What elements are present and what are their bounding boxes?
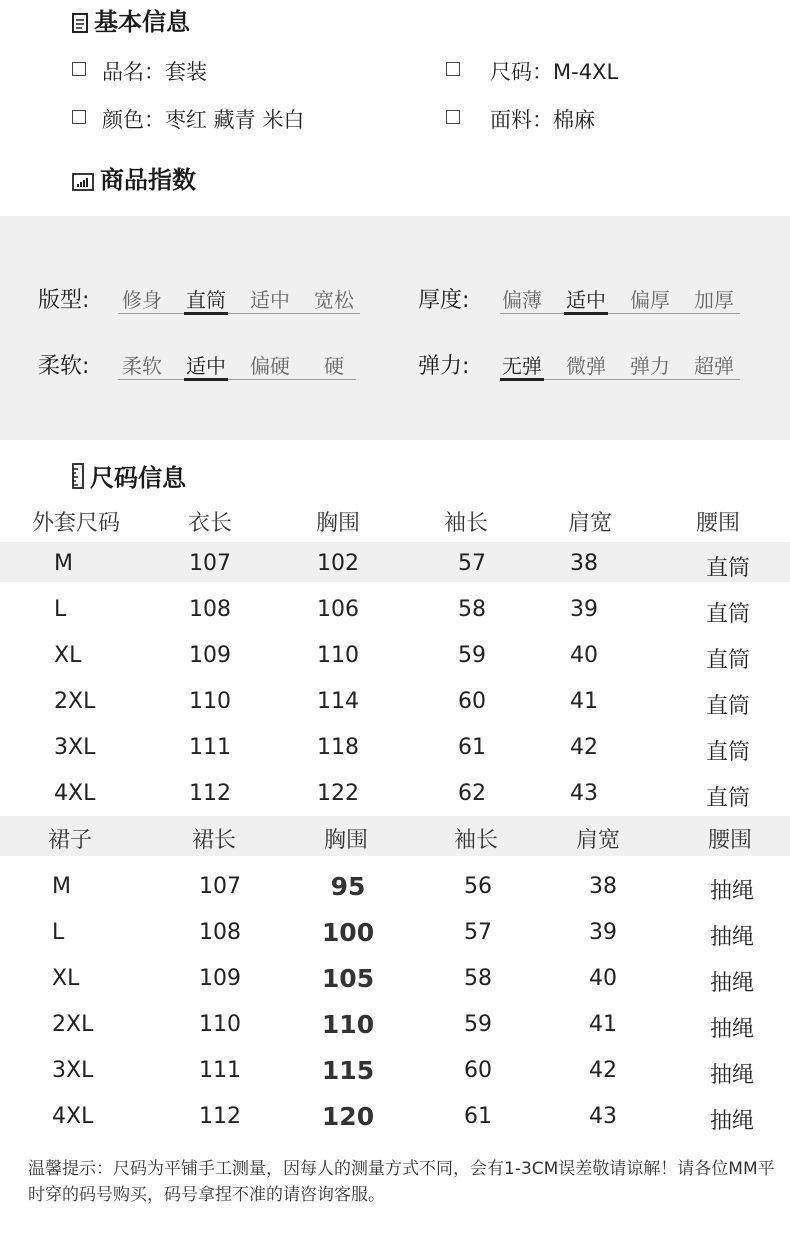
skirt-value-cell: 111	[199, 1058, 241, 1083]
skirt-value-cell: 39	[589, 920, 617, 945]
index-option: 弹力	[630, 354, 670, 378]
index-label-fit: 版型:	[38, 288, 90, 313]
index-option: 偏硬	[250, 354, 290, 378]
size-info-title-text: 尺码信息	[90, 464, 186, 492]
skirt-header-band	[0, 816, 790, 856]
jacket-value-cell: 122	[317, 781, 359, 806]
index-option-selected: 直筒	[186, 288, 226, 312]
skirt-value-cell: 120	[321, 1102, 375, 1131]
jacket-value-cell: 114	[317, 689, 359, 714]
jacket-size-cell: 3XL	[54, 735, 96, 760]
skirt-size-cell: XL	[52, 966, 80, 991]
size-info-title	[72, 458, 186, 493]
document-icon	[72, 13, 88, 33]
jacket-value-cell: 106	[317, 597, 359, 622]
jacket-value-cell: 直筒	[705, 740, 751, 765]
jacket-value-cell: 59	[458, 643, 486, 668]
checkbox-icon	[446, 110, 460, 124]
jacket-header-length: 衣长	[187, 511, 233, 536]
info-item-size: 尺码：M-4XL	[490, 60, 619, 84]
info-item-name: 品名：套装	[102, 60, 207, 84]
index-selected-marker	[184, 312, 228, 315]
info-item-color: 颜色：枣红 藏青 米白	[102, 108, 305, 132]
jacket-header-shoulder: 肩宽	[567, 511, 613, 536]
jacket-value-cell: 直筒	[705, 786, 751, 811]
jacket-value-cell: 40	[570, 643, 598, 668]
basic-info-title	[72, 2, 190, 37]
skirt-value-cell: 抽绳	[709, 1017, 755, 1042]
index-option: 宽松	[314, 288, 354, 312]
jacket-size-cell: 4XL	[54, 781, 96, 806]
jacket-value-cell: 118	[317, 735, 359, 760]
jacket-value-cell: 直筒	[705, 648, 751, 673]
jacket-value-cell: 107	[189, 551, 231, 576]
jacket-value-cell: 61	[458, 735, 486, 760]
skirt-value-cell: 抽绳	[709, 925, 755, 950]
skirt-header-size: 裙子	[47, 828, 93, 853]
jacket-size-cell: XL	[54, 643, 82, 668]
skirt-value-cell: 抽绳	[709, 879, 755, 904]
index-option: 偏厚	[630, 288, 670, 312]
index-selected-marker	[564, 312, 608, 315]
skirt-header-waist: 腰围	[707, 828, 753, 853]
jacket-header-bust: 胸围	[315, 511, 361, 536]
index-option: 微弹	[566, 354, 606, 378]
index-scale-line	[500, 313, 740, 314]
jacket-value-cell: 43	[570, 781, 598, 806]
skirt-size-cell: 3XL	[52, 1058, 94, 1083]
skirt-value-cell: 59	[464, 1012, 492, 1037]
checkbox-icon	[446, 62, 460, 76]
skirt-value-cell: 抽绳	[709, 1109, 755, 1134]
skirt-value-cell: 108	[199, 920, 241, 945]
info-item-fabric: 面料：棉麻	[490, 108, 595, 132]
skirt-header-length: 裙长	[191, 828, 237, 853]
checkbox-icon	[72, 110, 86, 124]
jacket-value-cell: 110	[189, 689, 231, 714]
bar-chart-icon	[72, 173, 94, 191]
index-scale-line	[118, 379, 356, 380]
index-option: 超弹	[694, 354, 734, 378]
index-option: 偏薄	[502, 288, 542, 312]
skirt-value-cell: 60	[464, 1058, 492, 1083]
skirt-value-cell: 95	[330, 872, 366, 901]
index-option: 柔软	[122, 354, 162, 378]
index-panel	[0, 216, 790, 440]
skirt-value-cell: 110	[321, 1010, 375, 1039]
jacket-header-size: 外套尺码	[32, 511, 121, 536]
index-selected-marker	[500, 378, 544, 381]
skirt-value-cell: 61	[464, 1104, 492, 1129]
skirt-value-cell: 110	[199, 1012, 241, 1037]
skirt-value-cell: 109	[199, 966, 241, 991]
skirt-value-cell: 41	[589, 1012, 617, 1037]
jacket-value-cell: 58	[458, 597, 486, 622]
index-option: 适中	[250, 288, 290, 312]
jacket-value-cell: 110	[317, 643, 359, 668]
basic-info-title-text: 基本信息	[94, 8, 190, 36]
jacket-header-waist: 腰围	[695, 511, 741, 536]
checkbox-icon	[72, 62, 86, 76]
size-note: 温馨提示：尺码为平铺手工测量，因每人的测量方式不同，会有1-3CM误差敬请谅解！请各位MM平时穿的码号购买，码号拿捏不准的请咨询客服。	[28, 1159, 775, 1205]
jacket-value-cell: 直筒	[705, 556, 751, 581]
jacket-value-cell: 111	[189, 735, 231, 760]
jacket-size-cell: L	[54, 597, 67, 622]
skirt-value-cell: 58	[464, 966, 492, 991]
index-title	[72, 160, 196, 195]
jacket-row-highlight	[0, 542, 790, 582]
index-option: 修身	[122, 288, 162, 312]
skirt-value-cell: 40	[589, 966, 617, 991]
skirt-size-cell: L	[52, 920, 65, 945]
skirt-size-cell: 4XL	[52, 1104, 94, 1129]
skirt-value-cell: 42	[589, 1058, 617, 1083]
index-option: 硬	[324, 354, 344, 378]
jacket-value-cell: 57	[458, 551, 486, 576]
jacket-value-cell: 108	[189, 597, 231, 622]
skirt-value-cell: 112	[199, 1104, 241, 1129]
index-label-softness: 柔软:	[38, 354, 90, 379]
jacket-value-cell: 直筒	[705, 602, 751, 627]
skirt-header-shoulder: 肩宽	[575, 828, 621, 853]
index-option-selected: 适中	[186, 354, 226, 378]
jacket-value-cell: 42	[570, 735, 598, 760]
skirt-size-cell: 2XL	[52, 1012, 94, 1037]
index-title-text: 商品指数	[100, 166, 196, 194]
index-selected-marker	[184, 378, 228, 381]
jacket-size-cell: 2XL	[54, 689, 96, 714]
ruler-icon	[72, 463, 84, 489]
index-option-selected: 适中	[566, 288, 606, 312]
jacket-value-cell: 39	[570, 597, 598, 622]
skirt-value-cell: 56	[464, 874, 492, 899]
index-label-elasticity: 弹力:	[418, 354, 470, 379]
jacket-value-cell: 112	[189, 781, 231, 806]
skirt-value-cell: 抽绳	[709, 1063, 755, 1088]
skirt-value-cell: 105	[321, 964, 375, 993]
skirt-header-bust: 胸围	[323, 828, 369, 853]
index-scale-line	[118, 313, 360, 314]
index-label-thickness: 厚度:	[418, 288, 470, 313]
jacket-size-cell: M	[54, 551, 73, 576]
jacket-value-cell: 38	[570, 551, 598, 576]
index-option: 加厚	[694, 288, 734, 312]
jacket-value-cell: 60	[458, 689, 486, 714]
skirt-value-cell: 43	[589, 1104, 617, 1129]
jacket-value-cell: 62	[458, 781, 486, 806]
jacket-value-cell: 直筒	[705, 694, 751, 719]
skirt-value-cell: 38	[589, 874, 617, 899]
skirt-value-cell: 115	[321, 1056, 375, 1085]
skirt-size-cell: M	[52, 874, 71, 899]
jacket-header-sleeve: 袖长	[443, 511, 489, 536]
jacket-value-cell: 41	[570, 689, 598, 714]
index-option-selected: 无弹	[502, 354, 542, 378]
skirt-header-sleeve: 袖长	[453, 828, 499, 853]
jacket-value-cell: 102	[317, 551, 359, 576]
jacket-value-cell: 109	[189, 643, 231, 668]
skirt-value-cell: 107	[199, 874, 241, 899]
skirt-value-cell: 100	[321, 918, 375, 947]
skirt-value-cell: 57	[464, 920, 492, 945]
skirt-value-cell: 抽绳	[709, 971, 755, 996]
